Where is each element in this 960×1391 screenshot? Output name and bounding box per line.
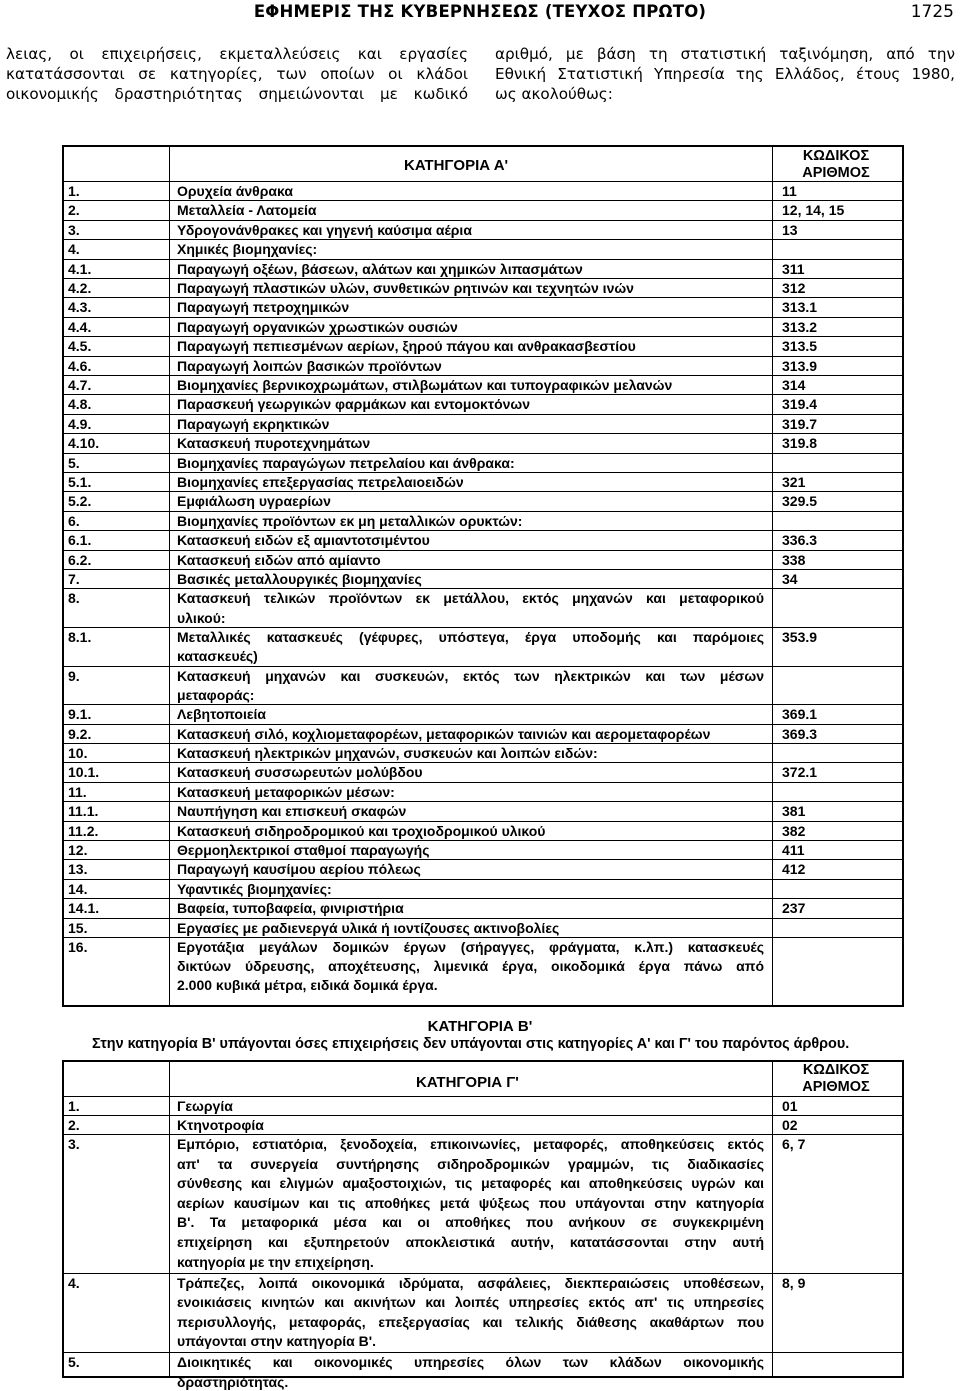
code-header-line: ΑΡΙΘΜΟΣ xyxy=(802,1079,870,1095)
row-divider xyxy=(64,1134,902,1135)
row-number: 4.5. xyxy=(68,338,92,355)
row-divider xyxy=(64,704,902,705)
row-description-line: Μεταλλικές κατασκευές (γέφυρες, υπόστεγα, έργα υποδομής και παρόμοιες xyxy=(177,629,764,645)
row-number: 4.6. xyxy=(68,357,92,374)
row-divider xyxy=(64,297,902,298)
row-number: 4. xyxy=(68,1274,80,1291)
row-divider xyxy=(64,336,902,337)
row-divider xyxy=(64,918,902,919)
row-description-line: Διοικητικές και οικονομικές υπηρεσίες όλων των κλάδων οικονομικής xyxy=(177,1354,764,1371)
row-divider xyxy=(64,1096,902,1097)
row-number: 4.7. xyxy=(68,377,92,393)
row-divider xyxy=(64,317,902,318)
code-header-line: ΚΩΔΙΚΟΣ xyxy=(802,1062,870,1078)
intro-line: αριθμό, με βάση τη στατιστική ταξινόμηση, από την xyxy=(495,45,955,63)
page-number: 1725 xyxy=(910,2,954,22)
row-code: 13 xyxy=(782,221,798,238)
row-divider xyxy=(64,530,902,531)
row-code: 329.5 xyxy=(782,493,818,510)
row-description-line: Υφαντικές βιομηχανίες: xyxy=(177,880,332,897)
row-description-line: Παραγωγή καυσίμου αερίου πόλεως xyxy=(177,861,421,878)
row-divider xyxy=(64,259,902,260)
row-code: 353.9 xyxy=(782,629,818,645)
code-column-header xyxy=(776,148,896,182)
row-description-line: κατασκευές) xyxy=(177,648,258,665)
row-description-line: κατηγορία με την επιχείρηση. xyxy=(177,1253,374,1270)
row-code: 412 xyxy=(782,861,806,878)
row-number: 11. xyxy=(68,783,87,800)
row-divider xyxy=(64,859,902,860)
row-number: 5. xyxy=(68,454,80,471)
row-number: 1. xyxy=(68,1098,80,1114)
category-b-text: Στην κατηγορία Β' υπάγονται όσες επιχειρήσεις δεν υπάγονται στις κατηγορίες Α' και Γ' του παρόντος άρθρου. xyxy=(92,1036,850,1052)
row-description-line: Κατασκευή μηχανών και συσκευών, εκτός των ηλεκτρικών και των μέσων xyxy=(177,667,764,684)
row-divider xyxy=(64,1352,902,1353)
row-description-line: δικτύων ύδρευσης, αποχέτευσης, λιμενικά έργα, οικοδομικά έργα πάνω από xyxy=(177,958,764,975)
row-code: 237 xyxy=(782,900,806,917)
row-divider xyxy=(64,821,902,822)
row-divider xyxy=(64,181,902,182)
row-description-line: Κατασκευή ειδών εξ αμιαντοτσιμέντου xyxy=(177,532,430,549)
row-number: 4.1. xyxy=(68,260,92,277)
row-description-line: Ορυχεία άνθρακα xyxy=(177,183,293,199)
code-header-line: ΚΩΔΙΚΟΣ xyxy=(802,148,870,164)
row-description-line: περισυλλογής, μεταφοράς, επεξεργασίας και τελικής διάθεσης ακαθάρτων που xyxy=(177,1313,764,1330)
row-divider xyxy=(64,511,902,512)
intro-left-column xyxy=(6,44,468,104)
row-number: 2. xyxy=(68,1117,80,1133)
row-divider xyxy=(64,627,902,628)
row-description-line: Κατασκευή σιδηροδρομικού και τροχιοδρομικού υλικού xyxy=(177,822,546,839)
code-header-line: ΑΡΙΘΜΟΣ xyxy=(802,165,870,181)
row-code: 34 xyxy=(782,571,798,587)
row-number: 4.2. xyxy=(68,280,92,296)
row-description-line: Κατασκευή ηλεκτρικών μηχανών, συσκευών και λοιπών ειδών: xyxy=(177,745,598,761)
category-c-table xyxy=(62,1060,904,1390)
category-a-table xyxy=(62,145,904,1007)
row-number: 5. xyxy=(68,1354,80,1371)
row-description-line: Παρασκευή γεωργικών φαρμάκων και εντομοκτόνων xyxy=(177,396,531,413)
row-number: 14. xyxy=(68,880,88,897)
row-description-line: Παραγωγή οργανικών χρωστικών ουσιών xyxy=(177,318,458,335)
row-description-line: Εργασίες με ραδιενεργά υλικά ή ιοντίζουσες ακτινοβολίες xyxy=(177,919,560,936)
row-code: 11 xyxy=(782,183,797,199)
row-divider xyxy=(64,840,902,841)
row-number: 4.4. xyxy=(68,318,92,335)
row-code: 313.5 xyxy=(782,338,818,355)
intro-line: Εθνική Στατιστική Υπηρεσία της Ελλάδος, έτους 1980, xyxy=(495,65,955,83)
row-description-line: Χημικές βιομηχανίες: xyxy=(177,241,318,258)
row-divider xyxy=(64,743,902,744)
category-b-title: ΚΑΤΗΓΟΡΙΑ Β' xyxy=(427,1018,533,1035)
column-divider xyxy=(169,147,170,1005)
row-description-line: Παραγωγή πεπιεσμένων αερίων, ξηρού πάγου και ανθρακασβεστίου xyxy=(177,338,636,355)
row-description-line: Παραγωγή εκρηκτικών xyxy=(177,415,330,432)
category-a-title: ΚΑΤΗΓΟΡΙΑ Α' xyxy=(404,157,509,174)
row-divider xyxy=(64,433,902,434)
row-number: 7. xyxy=(68,571,80,587)
row-number: 5.1. xyxy=(68,474,92,490)
row-code: 411 xyxy=(782,842,805,858)
row-number: 4.8. xyxy=(68,396,92,413)
row-divider xyxy=(64,1115,902,1116)
row-number: 15. xyxy=(68,919,88,936)
row-description-line: Βιομηχανίες προϊόντων εκ μη μεταλλικών ορυκτών: xyxy=(177,512,523,529)
column-divider xyxy=(772,147,773,1005)
row-description-line: Εμπόριο, εστιατόρια, ξενοδοχεία, επικοινωνίες, μεταφορές, αποθηκεύσεις εκτός xyxy=(177,1136,764,1152)
column-divider xyxy=(772,1062,773,1376)
row-divider xyxy=(64,200,902,201)
row-description-line: επιχείρηση και εξυπηρετούν αποκλειστικά αυτήν, κατατάσσονται στην αυτή xyxy=(177,1234,764,1250)
intro-line: κατατάσσονται σε κατηγορίες, των οποίων οι κλάδοι xyxy=(6,65,468,83)
row-description-line: Βιομηχανίες επεξεργασίας πετρελαιοειδών xyxy=(177,474,464,490)
row-description-line: υπάγονται στην κατηγορία Β'. xyxy=(177,1333,376,1350)
code-column-header xyxy=(776,1062,896,1096)
row-number: 11.2. xyxy=(68,822,99,839)
row-number: 12. xyxy=(68,842,88,858)
row-code: 313.1 xyxy=(782,299,818,316)
row-number: 9. xyxy=(68,667,80,684)
row-code: 01 xyxy=(782,1098,798,1114)
row-number: 5.2. xyxy=(68,493,92,510)
row-description-line: Κατασκευή σιλό, κοχλιομεταφορέων, μεταφορικών ταινιών και αερομεταφορέων xyxy=(177,725,711,742)
row-description-line: Εργοτάξια μεγάλων δομικών έργων (σήραγγες, φράγματα, κ.λπ.) κατασκευές xyxy=(177,939,764,955)
row-description-line: Γεωργία xyxy=(177,1098,233,1114)
row-code: 314 xyxy=(782,377,806,393)
row-description-line: μεταφοράς: xyxy=(177,686,255,703)
row-description-line: Θερμοηλεκτρικοί σταθμοί παραγωγής xyxy=(177,842,430,858)
row-code: 369.3 xyxy=(782,725,818,742)
row-code: 319.8 xyxy=(782,435,818,452)
row-code: 338 xyxy=(782,551,806,568)
column-divider xyxy=(169,1062,170,1376)
row-number: 10.1. xyxy=(68,764,100,781)
row-number: 6.1. xyxy=(68,532,92,549)
row-divider xyxy=(64,724,902,725)
row-code: 6, 7 xyxy=(782,1136,806,1152)
row-code: 319.7 xyxy=(782,415,818,432)
row-number: 16. xyxy=(68,939,88,955)
row-number: 8. xyxy=(68,590,80,607)
row-divider xyxy=(64,220,902,221)
row-code: 372.1 xyxy=(782,764,818,781)
row-code: 311 xyxy=(782,260,805,277)
row-description-line: Λεβητοποιεία xyxy=(177,706,267,723)
row-description-line: απ' τα συνεργεία συντήρησης σιδηροδρομικών γραμμών, τις διαδικασίες xyxy=(177,1155,764,1172)
row-divider xyxy=(64,239,902,240)
row-number: 8.1. xyxy=(68,629,92,645)
row-code: 381 xyxy=(782,803,806,820)
row-description-line: Εμφιάλωση υγραερίων xyxy=(177,493,331,510)
row-number: 14.1. xyxy=(68,900,100,917)
row-description-line: Παραγωγή πλαστικών υλών, συνθετικών ρητινών και τεχνητών ινών xyxy=(177,280,634,296)
row-divider xyxy=(64,937,902,938)
row-code: 321 xyxy=(782,474,806,490)
row-description-line: 2.000 κυβικά μέτρα, ειδικά δομικά έργα. xyxy=(177,977,438,994)
page-header xyxy=(0,2,960,28)
row-description-line: Κατασκευή ειδών από αμίαντο xyxy=(177,551,381,568)
row-divider xyxy=(64,453,902,454)
row-description-line: δραστηριότητας. xyxy=(177,1374,289,1390)
row-number: 10. xyxy=(68,745,88,761)
row-number: 9.1. xyxy=(68,706,92,723)
row-number: 6.2. xyxy=(68,551,92,568)
row-divider xyxy=(64,898,902,899)
category-c-title: ΚΑΤΗΓΟΡΙΑ Γ' xyxy=(416,1074,519,1091)
row-number: 11.1. xyxy=(68,803,99,820)
row-divider xyxy=(64,879,902,880)
intro-right-column xyxy=(495,44,955,104)
row-divider xyxy=(64,491,902,492)
row-divider xyxy=(64,1273,902,1274)
row-description-line: Ναυπήγηση και επισκευή σκαφών xyxy=(177,803,407,820)
row-divider xyxy=(64,356,902,357)
row-description-line: Βιομηχανίες βερνικοχρωμάτων, στιλβωμάτων και τυπογραφικών μελανών xyxy=(177,377,673,393)
row-divider xyxy=(64,375,902,376)
row-number: 13. xyxy=(68,861,88,878)
row-description-line: Κατασκευή πυροτεχνημάτων xyxy=(177,435,371,452)
row-description-line: Παραγωγή λοιπών βασικών προϊόντων xyxy=(177,357,442,374)
row-code: 02 xyxy=(782,1117,798,1133)
row-description-line: Μεταλλεία - Λατομεία xyxy=(177,202,317,219)
row-divider xyxy=(64,762,902,763)
row-divider xyxy=(64,782,902,783)
gazette-title: ΕΦΗΜΕΡΙΣ ΤΗΣ ΚΥΒΕΡΝΗΣΕΩΣ (ΤΕΥΧΟΣ ΠΡΩΤΟ) xyxy=(253,2,707,21)
row-divider xyxy=(64,666,902,667)
row-code: 382 xyxy=(782,822,806,839)
row-number: 3. xyxy=(68,221,80,238)
row-number: 1. xyxy=(68,183,80,199)
row-code: 313.2 xyxy=(782,318,818,335)
row-description-line: Τράπεζες, λοιπά οικονομικά ιδρύματα, ασφάλειες, διεκπεραιώσεις υποθέσεων, xyxy=(177,1274,764,1291)
row-number: 6. xyxy=(68,512,80,529)
row-description-line: Κατασκευή συσσωρευτών μολύβδου xyxy=(177,764,423,781)
row-description-line: Βαφεία, τυποβαφεία, φινιριστήρια xyxy=(177,900,404,917)
row-divider xyxy=(64,550,902,551)
row-divider xyxy=(64,278,902,279)
row-number: 4.10. xyxy=(68,435,100,452)
row-divider xyxy=(64,569,902,570)
row-description-line: Βιομηχανίες παραγώγων πετρελαίου και άνθρακα: xyxy=(177,454,515,471)
row-description-line: Κατασκευή τελικών προϊόντων εκ μετάλλου, εκτός μηχανών και μεταφορικού xyxy=(177,590,764,607)
row-code: 313.9 xyxy=(782,357,818,374)
row-divider xyxy=(64,588,902,589)
intro-line: ως ακολούθως: xyxy=(495,85,613,103)
row-code: 8, 9 xyxy=(782,1274,806,1291)
row-number: 4.3. xyxy=(68,299,92,316)
row-code: 369.1 xyxy=(782,706,818,723)
row-description-line: Παραγωγή πετροχημικών xyxy=(177,299,350,316)
intro-line: λειας, οι επιχειρήσεις, εκμεταλλεύσεις και εργασίες xyxy=(6,45,468,63)
row-description-line: υλικού: xyxy=(177,609,226,626)
row-description-line: Κατασκευή μεταφορικών μέσων: xyxy=(177,783,395,800)
row-number: 3. xyxy=(68,1136,80,1152)
row-code: 12, 14, 15 xyxy=(782,202,845,219)
row-code: 319.4 xyxy=(782,396,818,413)
row-divider xyxy=(64,801,902,802)
row-description-line: ενοικιάσεις κινητών και ακινήτων και λοιπές υπηρεσίες εκτός απ' τις υπηρεσίες xyxy=(177,1294,764,1311)
row-number: 9.2. xyxy=(68,725,92,742)
row-code: 336.3 xyxy=(782,532,818,549)
row-number: 4.9. xyxy=(68,415,92,432)
intro-line: οικονομικής δραστηριότητας σημειώνονται με κωδικό xyxy=(6,85,468,103)
row-code: 312 xyxy=(782,280,806,296)
row-divider xyxy=(64,472,902,473)
row-divider xyxy=(64,414,902,415)
row-description-line: Β'. Τα μεταφορικά μέσα και οι αποθήκες που ανήκουν σε συγκεκριμένη xyxy=(177,1214,764,1231)
row-description-line: αερίων καυσίμων και τις αποθήκες μετά ψύξεως που υπάγονται στην κατηγορία xyxy=(177,1194,764,1211)
row-number: 4. xyxy=(68,241,80,258)
row-description-line: Βασικές μεταλλουργικές βιομηχανίες xyxy=(177,571,422,587)
row-description-line: Υδρογονάνθρακες και γηγενή καύσιμα αέρια xyxy=(177,221,472,238)
row-divider xyxy=(64,394,902,395)
row-description-line: Κτηνοτροφία xyxy=(177,1117,264,1133)
row-description-line: σύνθεσης και ελιγμών αμαξοστοιχιών, τις μεταφορές και αποθηκεύσεις υγρών και xyxy=(177,1175,764,1192)
row-number: 2. xyxy=(68,202,80,219)
row-description-line: Παραγωγή οξέων, βάσεων, αλάτων και χημικών λιπασμάτων xyxy=(177,260,583,277)
